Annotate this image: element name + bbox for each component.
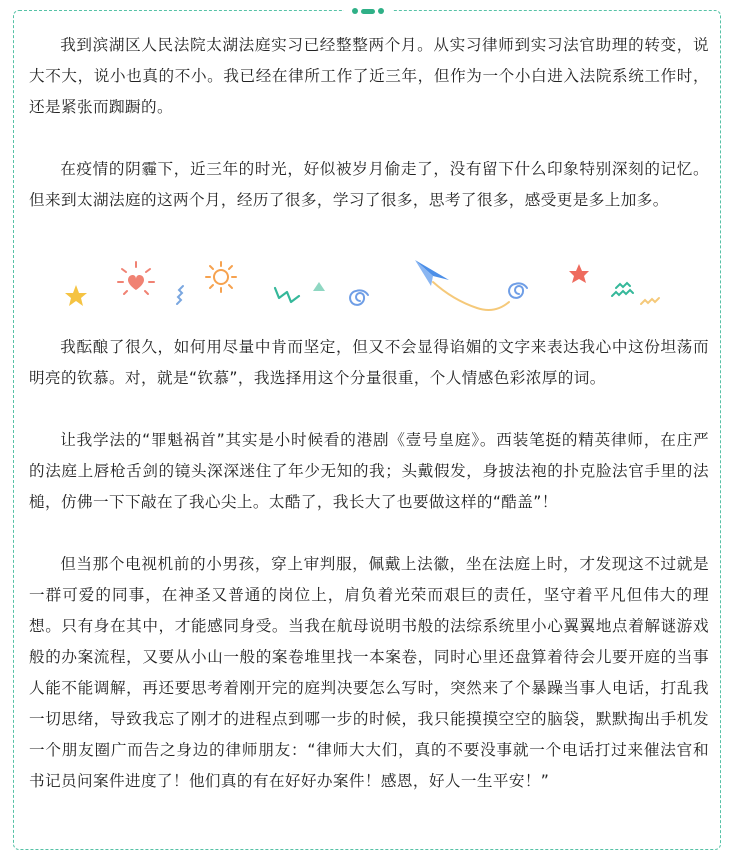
green-zigzag-icon <box>275 288 299 302</box>
ornament-dot-right <box>378 8 384 14</box>
blue-spiral-icon <box>350 290 368 305</box>
paragraph-1: 我到滨湖区人民法院太湖法庭实习已经整整两个月。从实习律师到实习法官助理的转变，说大不大，说小也真的不小。我已经在律所工作了近三年，但作为一个小白进入法院系统工作时，还是紧张而踟蹰的。 <box>29 36 709 116</box>
yellow-squiggle-icon <box>641 298 659 304</box>
ornament-dot-left <box>352 8 358 14</box>
mint-triangle-icon <box>313 282 325 291</box>
blue-squiggle-icon <box>177 286 183 304</box>
paragraph-4: 让我学法的“罪魁祸首”其实是小时候看的港剧《壹号皇庭》。西装笔挺的精英律师，在庄严的法庭上唇枪舌剑的镜头深深迷住了年少无知的我；头戴假发，身披法袍的扑克脸法官手里的法槌，仿佛一下下敲在了我心尖上。太酷了，我长大了也要做这样的“酷盖”！ <box>29 431 709 511</box>
blue-spiral-icon-2 <box>509 283 527 298</box>
top-ornament <box>344 5 392 17</box>
doodle-divider-graphic <box>29 224 709 320</box>
paper-plane-icon <box>415 260 509 310</box>
green-squiggle-icon <box>612 283 633 296</box>
paragraph-5: 但当那个电视机前的小男孩，穿上审判服，佩戴上法徽，坐在法庭上时，才发现这不过就是一群可爱的同事，在神圣又普通的岗位上，肩负着光荣而艰巨的责任，坚守着平凡但伟大的理想。只有身在其中，才能感同身受。当我在航母说明书般的法综系统里小心翼翼地点着解谜游戏般的办案流程，又要从小山一般的案卷堆里找一本案卷，同时心里还盘算着待会儿要开庭的当事人能不能调解，再还要思考着刚开完的庭判决要怎么写时，突然来了个暴躁当事人电话，打乱我一切思绪，导致我忘了刚才的进程点到哪一步的时候，我只能摸摸空空的脑袋，默默掏出手机发一个朋友圈广而告之身边的律师朋友：“律师大大们，真的不要没事就一个电话打过来催法官和书记员问案件进度了！他们真的有在好好办案件！感恩，好人一生平安！” <box>29 555 709 790</box>
yellow-star-icon <box>65 285 87 306</box>
red-star-icon <box>569 264 589 283</box>
orange-sun-icon <box>206 262 236 292</box>
decorative-divider <box>29 224 709 320</box>
paragraph-2: 在疫情的阴霾下，近三年的时光，好似被岁月偷走了，没有留下什么印象特别深刻的记忆。但来到太湖法庭的这两个月，经历了很多，学习了很多，思考了很多，感受更是多上加多。 <box>29 160 709 209</box>
paragraph-3: 我酝酿了很久，如何用尽量中肯而坚定，但又不会显得谄媚的文字来表达我心中这份坦荡而明亮的钦慕。对，就是“钦慕”，我选择用这个分量很重，个人情感色彩浓厚的词。 <box>29 338 709 387</box>
ornament-bar <box>361 9 375 14</box>
article-body <box>29 30 709 797</box>
heart-sun-icon <box>118 262 154 294</box>
